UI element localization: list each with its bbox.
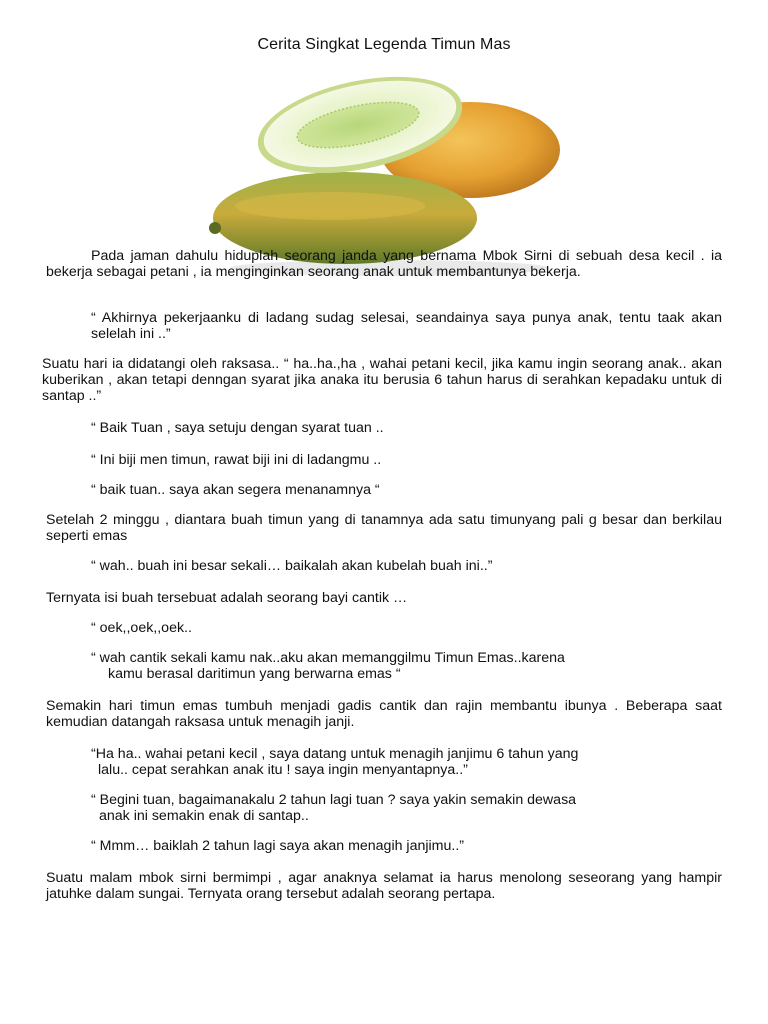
paragraph: Ternyata isi buah tersebuat adalah seorang bayi cantik …	[46, 590, 408, 606]
paragraph: Suatu hari ia didatangi oleh raksasa.. “ ha..ha.,ha , wahai petani kecil, jika kamu ingin seorang anak.. akan kuberikan , akan tetapi denngan syarat jika anaka itu berusia 6 tahun harus di serahkan kepadaku untuk di santap ..”	[42, 356, 722, 404]
dialogue-line-continued: anak ini semakin enak di santap..	[99, 808, 309, 824]
dialogue-line: “ wah.. buah ini besar sekali… baikalah akan kubelah buah ini..”	[91, 558, 493, 574]
dialogue-line: “Ha ha.. wahai petani kecil , saya datang untuk menagih janjimu 6 tahun yang	[91, 746, 579, 762]
paragraph: Semakin hari timun emas tumbuh menjadi gadis cantik dan rajin membantu ibunya . Beberapa saat kemudian datangah raksasa untuk menagih janji.	[46, 698, 722, 730]
dialogue-line: “ wah cantik sekali kamu nak..aku akan memanggilmu Timun Emas..karena	[91, 650, 565, 666]
dialogue-line: “ Ini biji men timun, rawat biji ini di ladangmu ..	[91, 452, 382, 468]
paragraph: Setelah 2 minggu , diantara buah timun yang di tanamnya ada satu timunyang pali g besar dan berkilau seperti emas	[46, 512, 722, 544]
dialogue-line: “ Mmm… baiklah 2 tahun lagi saya akan menagih janjimu..”	[91, 838, 464, 854]
dialogue-line: “ Akhirnya pekerjaanku di ladang sudag selesai, seandainya saya punya anak, tentu taak akan selelah ini ..”	[91, 310, 722, 342]
dialogue-line: “ Baik Tuan , saya setuju dengan syarat tuan ..	[91, 420, 384, 436]
paragraph: Pada jaman dahulu hiduplah seorang janda yang bernama Mbok Sirni di sebuah desa kecil . ia bekerja sebagai petani , ia menginginkan seorang anak untuk membantunya bekerja.	[46, 248, 722, 280]
dialogue-line-continued: lalu.. cepat serahkan anak itu ! saya ingin menyantapnya..”	[98, 762, 468, 778]
document-title: Cerita Singkat Legenda Timun Mas	[257, 36, 511, 53]
dialogue-line: “ baik tuan.. saya akan segera menanamnya “	[91, 482, 380, 498]
dialogue-line: “ Begini tuan, bagaimanakalu 2 tahun lagi tuan ? saya yakin semakin dewasa	[91, 792, 577, 808]
dialogue-line: “ oek,,oek,,oek..	[91, 620, 192, 636]
paragraph: Suatu malam mbok sirni bermimpi , agar anaknya selamat ia harus menolong seseorang yang hampir jatuhke dalam sungai. Ternyata orang tersebut adalah seorang pertapa.	[46, 870, 722, 902]
dialogue-line-continued: kamu berasal daritimun yang berwarna emas “	[108, 666, 401, 682]
